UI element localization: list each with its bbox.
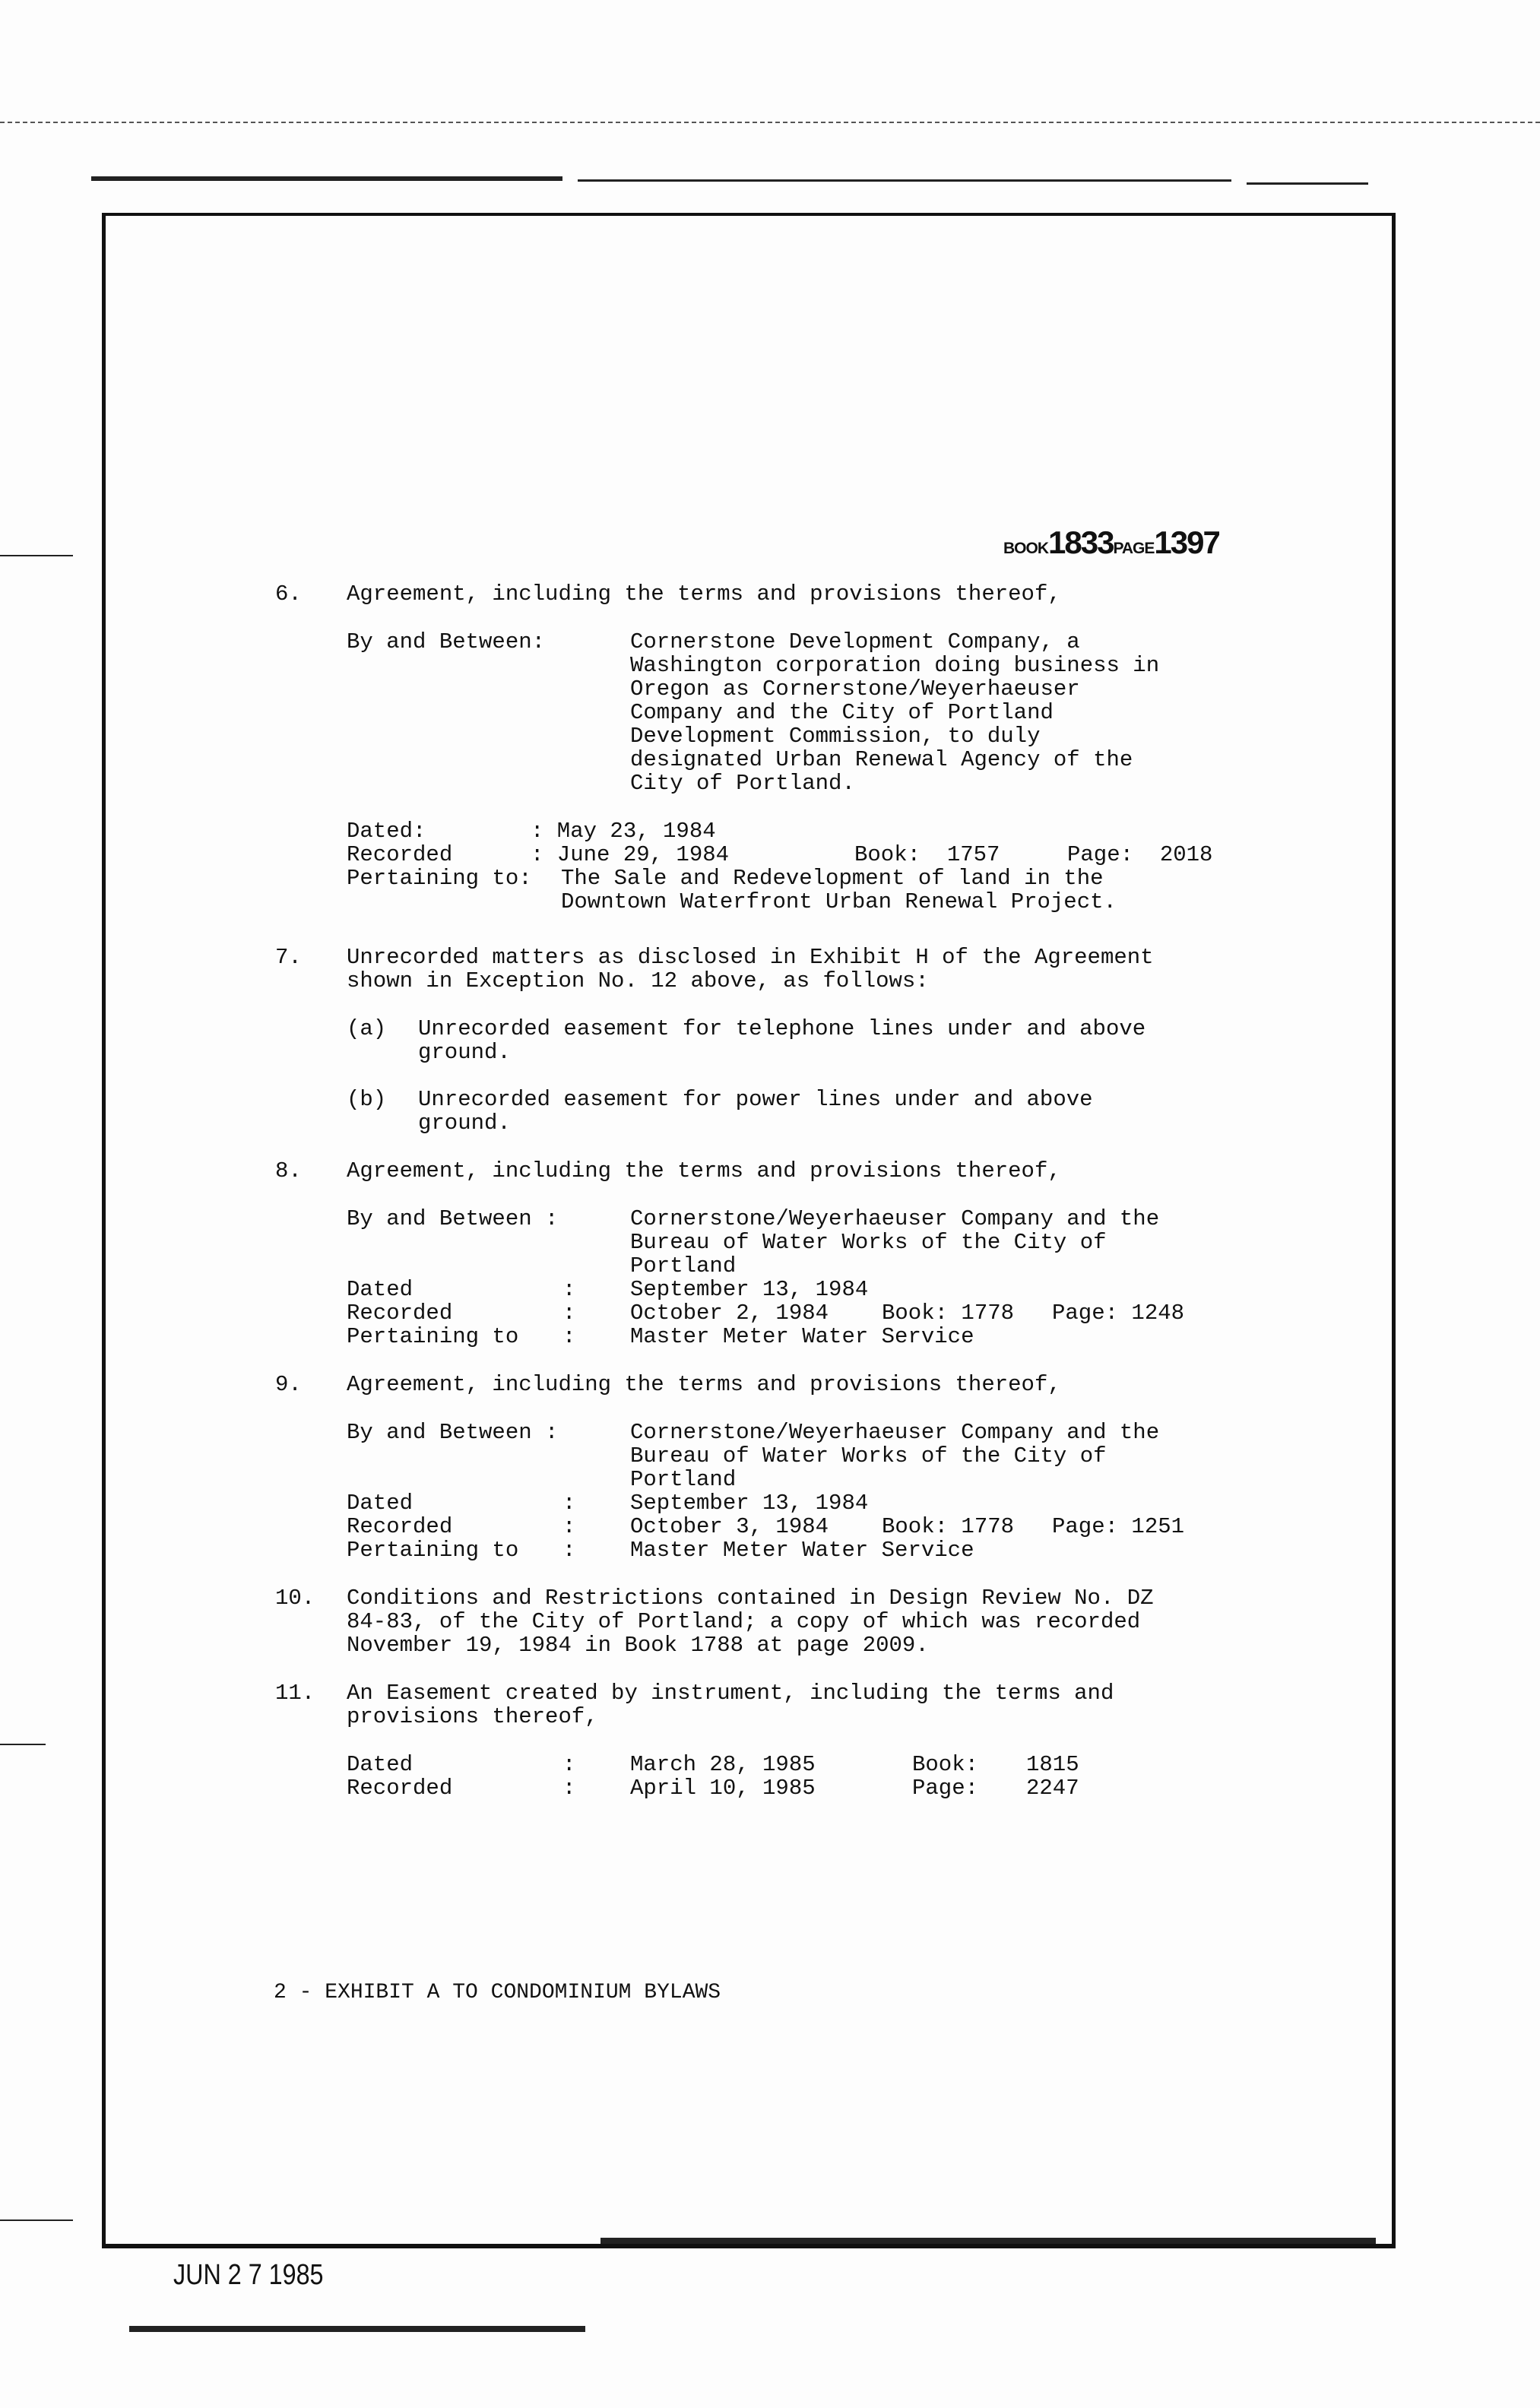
item-number: 8.: [275, 1158, 302, 1183]
dated-label: Dated: [347, 1491, 414, 1516]
party-line: Oregon as Cornerstone/Weyerhaeuser: [630, 676, 1080, 702]
scan-noise-top-left: [91, 176, 562, 181]
book-number: 1833: [1048, 524, 1114, 560]
subitem-label: (b): [347, 1087, 387, 1112]
colon: :: [562, 1752, 576, 1777]
item-number: 9.: [275, 1372, 302, 1397]
scan-noise-top-mid: [578, 179, 1231, 182]
party-line: Portland: [630, 1253, 737, 1278]
page-footer: 2 - EXHIBIT A TO CONDOMINIUM BYLAWS: [274, 1981, 721, 2004]
party-line: Portland: [630, 1467, 737, 1492]
recorded-value: October 2, 1984: [630, 1301, 829, 1326]
subitem-line: Unrecorded easement for telephone lines under and above: [418, 1016, 1146, 1041]
book-label: Book:: [912, 1752, 979, 1777]
scan-noise-left-mark-3: [0, 2219, 73, 2221]
subitem-line: Unrecorded easement for power lines under and above: [418, 1087, 1093, 1112]
colon: :: [562, 1538, 576, 1563]
dated-label: Dated: [347, 1277, 414, 1302]
pertaining-line: The Sale and Redevelopment of land in the: [561, 866, 1104, 891]
subitem-line: ground.: [418, 1040, 511, 1065]
colon: :: [562, 1277, 576, 1302]
scan-noise-left-mark: [0, 555, 73, 556]
recorded-book: Book: 1778: [882, 1301, 1015, 1326]
item-number: 11.: [275, 1681, 315, 1706]
item-number: 7.: [275, 945, 302, 970]
scan-noise-top-right: [1247, 182, 1368, 185]
item-text-line: An Easement created by instrument, including the terms and: [347, 1681, 1114, 1706]
by-and-between-label: By and Between :: [347, 1420, 559, 1445]
page-label: PAGE: [1113, 540, 1155, 557]
item-number: 6.: [275, 581, 302, 607]
subitem-label: (a): [347, 1016, 387, 1041]
scan-edge-line: [0, 122, 1540, 123]
colon: :: [562, 1514, 576, 1539]
by-and-between-label: By and Between :: [347, 1206, 559, 1231]
item-text-line: shown in Exception No. 12 above, as follows:: [347, 968, 929, 993]
party-line: Cornerstone/Weyerhaeuser Company and the: [630, 1206, 1160, 1231]
party-line: designated Urban Renewal Agency of the: [630, 747, 1133, 772]
recorded-label: Recorded: [347, 842, 453, 867]
dated-value: September 13, 1984: [630, 1277, 869, 1302]
item-heading: Agreement, including the terms and provisions thereof,: [347, 1158, 1061, 1183]
pertaining-value: Master Meter Water Service: [630, 1538, 974, 1563]
book-value: 1815: [1026, 1752, 1079, 1777]
dated-value: September 13, 1984: [630, 1491, 869, 1516]
colon: :: [562, 1491, 576, 1516]
party-line: Development Commission, to duly: [630, 724, 1041, 749]
received-date-stamp: JUN 2 7 1985: [173, 2259, 324, 2291]
pertaining-label: Pertaining to:: [347, 866, 532, 891]
item-text-line: 84-83, of the City of Portland; a copy of which was recorded: [347, 1609, 1141, 1634]
by-and-between-label: By and Between:: [347, 629, 546, 654]
dated-label: Dated:: [347, 819, 426, 844]
recorded-label: Recorded: [347, 1776, 453, 1801]
dated-value: : May 23, 1984: [531, 819, 716, 844]
party-line: City of Portland.: [630, 771, 855, 796]
recorded-value: October 3, 1984: [630, 1514, 829, 1539]
recorded-page: Page: 1248: [1052, 1301, 1185, 1326]
pertaining-value: Master Meter Water Service: [630, 1324, 974, 1349]
recorded-book: Book: 1757: [854, 842, 1000, 867]
party-line: Cornerstone Development Company, a: [630, 629, 1080, 654]
party-line: Washington corporation doing business in: [630, 653, 1160, 678]
colon: :: [562, 1324, 576, 1349]
recorded-value: : June 29, 1984: [531, 842, 730, 867]
pertaining-label: Pertaining to: [347, 1538, 519, 1563]
item-heading: Agreement, including the terms and provisions thereof,: [347, 581, 1061, 607]
item-text-line: provisions thereof,: [347, 1704, 598, 1729]
item-text-line: Conditions and Restrictions contained in Design Review No. DZ: [347, 1586, 1154, 1611]
item-text-line: November 19, 1984 in Book 1788 at page 2009.: [347, 1633, 929, 1658]
page-number: 1397: [1154, 524, 1219, 560]
recorded-label: Recorded: [347, 1514, 453, 1539]
page-label: Page:: [912, 1776, 979, 1801]
colon: :: [562, 1301, 576, 1326]
party-line: Bureau of Water Works of the City of: [630, 1230, 1107, 1255]
scan-noise-bottom-left: [129, 2326, 585, 2332]
recorded-page: Page: 2018: [1067, 842, 1213, 867]
party-line: Bureau of Water Works of the City of: [630, 1443, 1107, 1469]
item-number: 10.: [275, 1586, 315, 1611]
scan-noise-left-mark-2: [0, 1744, 46, 1745]
party-line: Company and the City of Portland: [630, 700, 1054, 725]
page-value: 2247: [1026, 1776, 1079, 1801]
dated-value: March 28, 1985: [630, 1752, 816, 1777]
pertaining-label: Pertaining to: [347, 1324, 519, 1349]
party-line: Cornerstone/Weyerhaeuser Company and the: [630, 1420, 1160, 1445]
subitem-line: ground.: [418, 1111, 511, 1136]
dated-label: Dated: [347, 1752, 414, 1777]
colon: :: [562, 1776, 576, 1801]
item-text-line: Unrecorded matters as disclosed in Exhibit H of the Agreement: [347, 945, 1154, 970]
pertaining-line: Downtown Waterfront Urban Renewal Project.: [561, 889, 1117, 914]
book-label: BOOK: [1003, 540, 1048, 557]
recorded-label: Recorded: [347, 1301, 453, 1326]
recorded-book: Book: 1778: [882, 1514, 1015, 1539]
recorded-page: Page: 1251: [1052, 1514, 1185, 1539]
item-heading: Agreement, including the terms and provisions thereof,: [347, 1372, 1061, 1397]
book-page-stamp: [1003, 524, 1219, 561]
recorded-value: April 10, 1985: [630, 1776, 816, 1801]
